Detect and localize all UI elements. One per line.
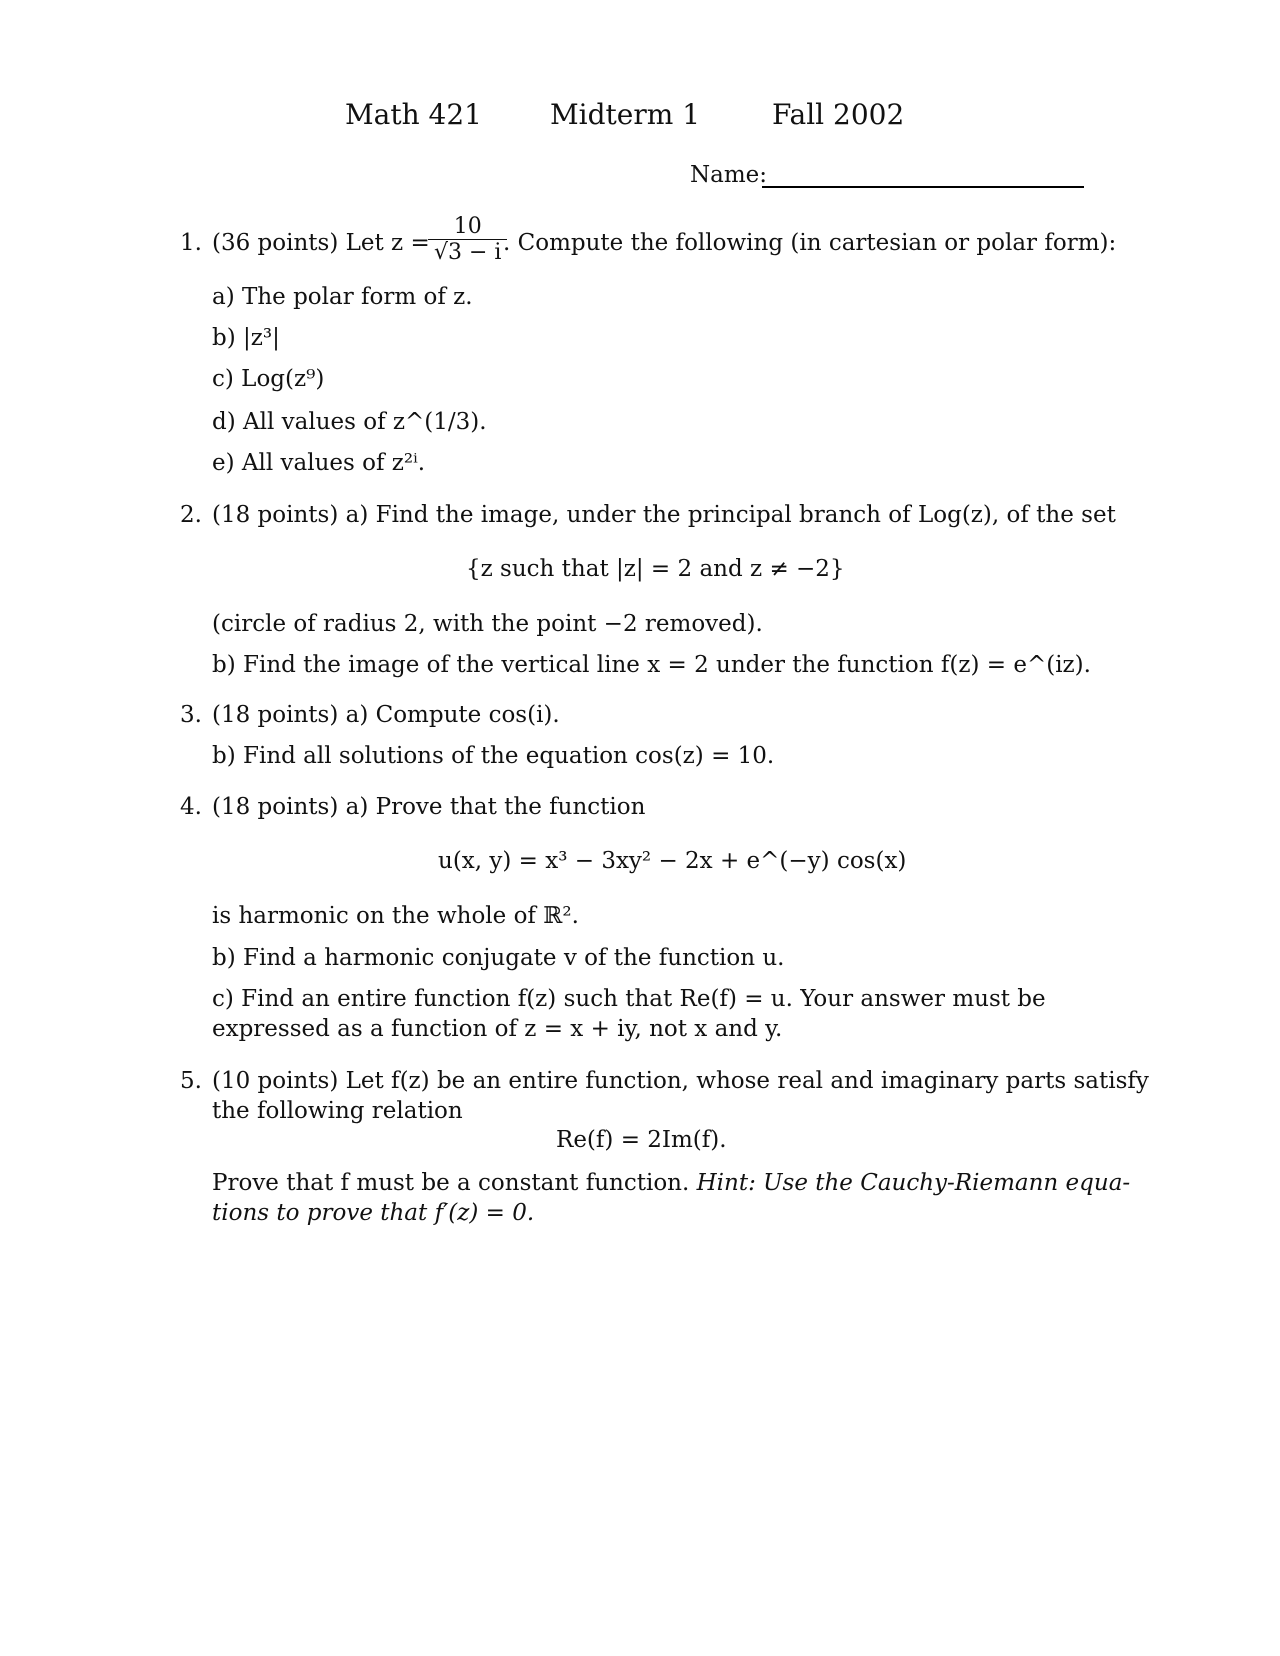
problem-3-line-2: b) Find all solutions of the equation cos(z) = 10. <box>212 743 775 769</box>
problem-2-line-1: (18 points) a) Find the image, under the principal branch of Log(z), of the set <box>212 502 1116 528</box>
problem-1-intro-prefix: (36 points) Let z = <box>212 230 430 256</box>
problem-4-line-3: b) Find a harmonic conjugate v of the function u. <box>212 945 785 971</box>
problem-4-line-2: is harmonic on the whole of ℝ². <box>212 903 579 929</box>
problem-4-line-4b: expressed as a function of z = x + iy, not x and y. <box>212 1016 783 1042</box>
problem-5-hint: Hint: Use the Cauchy-Riemann equa- <box>696 1170 1131 1196</box>
problem-1-intro-suffix: . Compute the following (in cartesian or polar form): <box>503 230 1117 256</box>
problem-3-number: 3. <box>180 702 202 728</box>
problem-4-number: 4. <box>180 794 202 820</box>
name-label: Name: <box>690 162 768 188</box>
problem-2-line-2: (circle of radius 2, with the point −2 removed). <box>212 611 763 637</box>
problem-1-number: 1. <box>180 230 202 256</box>
problem-2-line-3: b) Find the image of the vertical line x = 2 under the function f(z) = e^(iz). <box>212 652 1091 678</box>
problem-1-fraction <box>428 214 507 265</box>
fraction-numerator: 10 <box>428 214 507 240</box>
problem-4-display: u(x, y) = x³ − 3xy² − 2x + e^(−y) cos(x) <box>438 848 907 874</box>
name-field-line[interactable] <box>762 186 1084 188</box>
fraction-denominator: √3 − i <box>434 240 502 265</box>
problem-1-part-a: a) The polar form of z. <box>212 284 473 310</box>
problem-2-display: {z such that |z| = 2 and z ≠ −2} <box>466 556 845 582</box>
problem-3-line-1: (18 points) a) Compute cos(i). <box>212 702 560 728</box>
problem-1-part-c: c) Log(z⁹) <box>212 366 325 392</box>
problem-4-line-4a: c) Find an entire function f(z) such that Re(f) = u. Your answer must be <box>212 986 1046 1012</box>
course-title: Math 421 <box>345 98 482 131</box>
problem-5-number: 5. <box>180 1068 202 1094</box>
problem-5-display: Re(f) = 2Im(f). <box>556 1127 727 1153</box>
problem-5-line-1a: (10 points) Let f(z) be an entire function, whose real and imaginary parts satisfy <box>212 1068 1149 1094</box>
problem-5-line-1b: the following relation <box>212 1098 463 1124</box>
problem-1-part-e: e) All values of z²ⁱ. <box>212 450 426 476</box>
problem-5-line-2a <box>212 1170 1130 1196</box>
problem-1-part-d: d) All values of z^(1/3). <box>212 409 487 435</box>
problem-5-statement: Prove that f must be a constant function. <box>212 1170 690 1196</box>
problem-2-number: 2. <box>180 502 202 528</box>
exam-title: Midterm 1 <box>550 98 701 131</box>
problem-1-part-b: b) |z³| <box>212 325 280 351</box>
term-title: Fall 2002 <box>772 98 905 131</box>
problem-5-line-2b: tions to prove that f′(z) = 0. <box>212 1200 535 1226</box>
problem-4-line-1: (18 points) a) Prove that the function <box>212 794 646 820</box>
